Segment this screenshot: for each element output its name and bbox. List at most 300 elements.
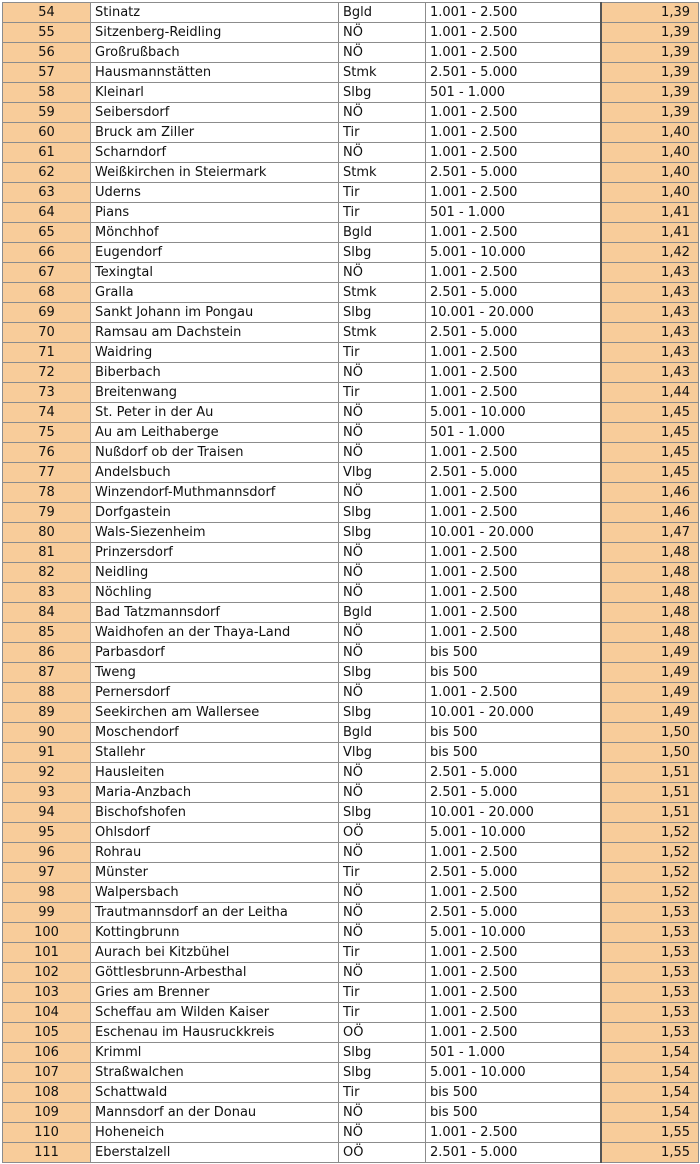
municipality-cell: Parbasdorf [91, 643, 339, 663]
population-size-cell: 5.001 - 10.000 [426, 243, 601, 263]
table-row [3, 483, 699, 503]
municipality-cell: Au am Leithaberge [91, 423, 339, 443]
value-cell: 1,55 [601, 1143, 699, 1163]
state-cell: NÖ [339, 783, 426, 803]
rank-cell: 61 [3, 143, 91, 163]
rank-cell: 54 [3, 3, 91, 23]
rank-cell: 109 [3, 1103, 91, 1123]
state-cell: Tir [339, 383, 426, 403]
population-size-cell: 1.001 - 2.500 [426, 583, 601, 603]
value-cell: 1,55 [601, 1123, 699, 1143]
value-cell: 1,41 [601, 223, 699, 243]
municipality-cell: Neidling [91, 563, 339, 583]
value-cell: 1,45 [601, 403, 699, 423]
municipality-cell: Ohlsdorf [91, 823, 339, 843]
population-size-cell: 1.001 - 2.500 [426, 263, 601, 283]
municipality-cell: Bruck am Ziller [91, 123, 339, 143]
state-cell: Slbg [339, 1063, 426, 1083]
value-cell: 1,48 [601, 563, 699, 583]
rank-cell: 86 [3, 643, 91, 663]
table-row [3, 1043, 699, 1063]
state-cell: Slbg [339, 523, 426, 543]
population-size-cell: 1.001 - 2.500 [426, 623, 601, 643]
municipality-cell: Dorfgastein [91, 503, 339, 523]
municipality-cell: Ramsau am Dachstein [91, 323, 339, 343]
municipality-cell: Münster [91, 863, 339, 883]
municipality-cell: Gries am Brenner [91, 983, 339, 1003]
rank-cell: 100 [3, 923, 91, 943]
rank-cell: 78 [3, 483, 91, 503]
state-cell: Slbg [339, 503, 426, 523]
state-cell: Bgld [339, 723, 426, 743]
rank-cell: 97 [3, 863, 91, 883]
table-row [3, 1003, 699, 1023]
value-cell: 1,40 [601, 143, 699, 163]
table-row [3, 123, 699, 143]
rank-cell: 67 [3, 263, 91, 283]
rank-cell: 94 [3, 803, 91, 823]
value-cell: 1,44 [601, 383, 699, 403]
value-cell: 1,53 [601, 943, 699, 963]
state-cell: NÖ [339, 843, 426, 863]
rank-cell: 60 [3, 123, 91, 143]
state-cell: NÖ [339, 43, 426, 63]
rank-cell: 77 [3, 463, 91, 483]
state-cell: NÖ [339, 763, 426, 783]
table-row [3, 1023, 699, 1043]
table-row [3, 203, 699, 223]
population-size-cell: 501 - 1.000 [426, 423, 601, 443]
value-cell: 1,53 [601, 983, 699, 1003]
municipality-cell: Weißkirchen in Steiermark [91, 163, 339, 183]
table-row [3, 563, 699, 583]
table-row [3, 803, 699, 823]
table-row [3, 963, 699, 983]
rank-cell: 110 [3, 1123, 91, 1143]
table-row [3, 63, 699, 83]
state-cell: Bgld [339, 223, 426, 243]
state-cell: NÖ [339, 23, 426, 43]
rank-cell: 79 [3, 503, 91, 523]
table-row [3, 863, 699, 883]
rank-cell: 111 [3, 1143, 91, 1163]
population-size-cell: 1.001 - 2.500 [426, 543, 601, 563]
population-size-cell: bis 500 [426, 643, 601, 663]
rank-cell: 93 [3, 783, 91, 803]
state-cell: OÖ [339, 1143, 426, 1163]
municipality-cell: Seekirchen am Wallersee [91, 703, 339, 723]
table-row [3, 1063, 699, 1083]
municipality-cell: Uderns [91, 183, 339, 203]
rank-cell: 76 [3, 443, 91, 463]
population-size-cell: 2.501 - 5.000 [426, 63, 601, 83]
rank-cell: 87 [3, 663, 91, 683]
value-cell: 1,40 [601, 123, 699, 143]
rank-cell: 108 [3, 1083, 91, 1103]
municipality-cell: Biberbach [91, 363, 339, 383]
population-size-cell: 1.001 - 2.500 [426, 683, 601, 703]
table-row [3, 3, 699, 23]
value-cell: 1,51 [601, 803, 699, 823]
value-cell: 1,43 [601, 283, 699, 303]
rank-cell: 55 [3, 23, 91, 43]
population-size-cell: 1.001 - 2.500 [426, 963, 601, 983]
state-cell: Slbg [339, 1043, 426, 1063]
table-row [3, 143, 699, 163]
rank-cell: 82 [3, 563, 91, 583]
table-row [3, 503, 699, 523]
table-row [3, 603, 699, 623]
value-cell: 1,53 [601, 1003, 699, 1023]
state-cell: Stmk [339, 63, 426, 83]
value-cell: 1,39 [601, 103, 699, 123]
municipality-cell: Tweng [91, 663, 339, 683]
value-cell: 1,39 [601, 23, 699, 43]
table-row [3, 163, 699, 183]
value-cell: 1,48 [601, 623, 699, 643]
table-row [3, 943, 699, 963]
table-row [3, 403, 699, 423]
state-cell: NÖ [339, 543, 426, 563]
table-row [3, 183, 699, 203]
state-cell: Tir [339, 1003, 426, 1023]
population-size-cell: 2.501 - 5.000 [426, 863, 601, 883]
state-cell: NÖ [339, 143, 426, 163]
rank-cell: 74 [3, 403, 91, 423]
table-row [3, 323, 699, 343]
municipality-cell: Hoheneich [91, 1123, 339, 1143]
table-row [3, 1083, 699, 1103]
state-cell: Vlbg [339, 743, 426, 763]
rank-cell: 68 [3, 283, 91, 303]
state-cell: NÖ [339, 103, 426, 123]
population-size-cell: 1.001 - 2.500 [426, 503, 601, 523]
table-row [3, 23, 699, 43]
population-size-cell: 1.001 - 2.500 [426, 983, 601, 1003]
value-cell: 1,54 [601, 1043, 699, 1063]
state-cell: Bgld [339, 3, 426, 23]
state-cell: Stmk [339, 323, 426, 343]
municipality-cell: Wals-Siezenheim [91, 523, 339, 543]
state-cell: Slbg [339, 663, 426, 683]
table-row [3, 903, 699, 923]
rank-cell: 98 [3, 883, 91, 903]
value-cell: 1,48 [601, 543, 699, 563]
table-row [3, 303, 699, 323]
state-cell: Tir [339, 123, 426, 143]
table-row [3, 43, 699, 63]
rank-cell: 91 [3, 743, 91, 763]
state-cell: Tir [339, 983, 426, 1003]
rank-cell: 75 [3, 423, 91, 443]
table-row [3, 1103, 699, 1123]
municipality-cell: Texingtal [91, 263, 339, 283]
rank-cell: 80 [3, 523, 91, 543]
municipality-cell: Stallehr [91, 743, 339, 763]
municipality-cell: Stinatz [91, 3, 339, 23]
rank-cell: 72 [3, 363, 91, 383]
value-cell: 1,43 [601, 323, 699, 343]
table-row [3, 703, 699, 723]
municipality-cell: Gralla [91, 283, 339, 303]
municipality-cell: Straßwalchen [91, 1063, 339, 1083]
table-row [3, 283, 699, 303]
table-row [3, 363, 699, 383]
state-cell: Tir [339, 1083, 426, 1103]
state-cell: NÖ [339, 563, 426, 583]
state-cell: NÖ [339, 1103, 426, 1123]
value-cell: 1,53 [601, 903, 699, 923]
rank-cell: 65 [3, 223, 91, 243]
municipality-cell: Breitenwang [91, 383, 339, 403]
value-cell: 1,39 [601, 63, 699, 83]
municipality-cell: Bad Tatzmannsdorf [91, 603, 339, 623]
value-cell: 1,40 [601, 183, 699, 203]
population-size-cell: 2.501 - 5.000 [426, 463, 601, 483]
state-cell: NÖ [339, 883, 426, 903]
value-cell: 1,41 [601, 203, 699, 223]
population-size-cell: 10.001 - 20.000 [426, 703, 601, 723]
population-size-cell: 1.001 - 2.500 [426, 223, 601, 243]
value-cell: 1,50 [601, 743, 699, 763]
population-size-cell: 2.501 - 5.000 [426, 1143, 601, 1163]
population-size-cell: 1.001 - 2.500 [426, 43, 601, 63]
state-cell: NÖ [339, 623, 426, 643]
value-cell: 1,46 [601, 503, 699, 523]
municipality-cell: Moschendorf [91, 723, 339, 743]
population-size-cell: 2.501 - 5.000 [426, 283, 601, 303]
state-cell: Slbg [339, 303, 426, 323]
rank-cell: 85 [3, 623, 91, 643]
state-cell: NÖ [339, 643, 426, 663]
state-cell: Vlbg [339, 463, 426, 483]
population-size-cell: 1.001 - 2.500 [426, 23, 601, 43]
state-cell: Stmk [339, 283, 426, 303]
state-cell: NÖ [339, 1123, 426, 1143]
state-cell: NÖ [339, 683, 426, 703]
municipality-cell: Seibersdorf [91, 103, 339, 123]
population-size-cell: 10.001 - 20.000 [426, 303, 601, 323]
rank-cell: 90 [3, 723, 91, 743]
municipality-cell: Scharndorf [91, 143, 339, 163]
state-cell: NÖ [339, 483, 426, 503]
table-row [3, 683, 699, 703]
rank-cell: 102 [3, 963, 91, 983]
municipality-cell: Sitzenberg-Reidling [91, 23, 339, 43]
value-cell: 1,49 [601, 703, 699, 723]
municipality-cell: Kottingbrunn [91, 923, 339, 943]
value-cell: 1,51 [601, 763, 699, 783]
municipality-cell: Sankt Johann im Pongau [91, 303, 339, 323]
rank-cell: 70 [3, 323, 91, 343]
municipality-cell: Andelsbuch [91, 463, 339, 483]
population-size-cell: bis 500 [426, 723, 601, 743]
table-row [3, 423, 699, 443]
table-row [3, 663, 699, 683]
population-size-cell: 5.001 - 10.000 [426, 823, 601, 843]
municipality-cell: Rohrau [91, 843, 339, 863]
state-cell: Bgld [339, 603, 426, 623]
rank-cell: 84 [3, 603, 91, 623]
table-row [3, 743, 699, 763]
municipality-cell: St. Peter in der Au [91, 403, 339, 423]
rank-cell: 66 [3, 243, 91, 263]
population-size-cell: 1.001 - 2.500 [426, 943, 601, 963]
population-size-cell: bis 500 [426, 663, 601, 683]
state-cell: OÖ [339, 1023, 426, 1043]
rank-cell: 92 [3, 763, 91, 783]
municipality-cell: Pians [91, 203, 339, 223]
population-size-cell: 1.001 - 2.500 [426, 183, 601, 203]
value-cell: 1,45 [601, 443, 699, 463]
municipality-cell: Eberstalzell [91, 1143, 339, 1163]
population-size-cell: 5.001 - 10.000 [426, 923, 601, 943]
municipality-cell: Kleinarl [91, 83, 339, 103]
state-cell: Tir [339, 863, 426, 883]
value-cell: 1,52 [601, 823, 699, 843]
value-cell: 1,48 [601, 603, 699, 623]
state-cell: Tir [339, 183, 426, 203]
municipality-cell: Trautmannsdorf an der Leitha [91, 903, 339, 923]
value-cell: 1,45 [601, 423, 699, 443]
rank-cell: 59 [3, 103, 91, 123]
population-size-cell: 501 - 1.000 [426, 83, 601, 103]
population-size-cell: 2.501 - 5.000 [426, 903, 601, 923]
rank-cell: 99 [3, 903, 91, 923]
municipality-cell: Pernersdorf [91, 683, 339, 703]
table-row [3, 763, 699, 783]
rank-cell: 64 [3, 203, 91, 223]
value-cell: 1,53 [601, 923, 699, 943]
rank-cell: 96 [3, 843, 91, 863]
municipality-cell: Prinzersdorf [91, 543, 339, 563]
rank-cell: 95 [3, 823, 91, 843]
population-size-cell: 5.001 - 10.000 [426, 1063, 601, 1083]
population-size-cell: 1.001 - 2.500 [426, 3, 601, 23]
value-cell: 1,52 [601, 843, 699, 863]
value-cell: 1,53 [601, 963, 699, 983]
rank-cell: 88 [3, 683, 91, 703]
population-size-cell: 1.001 - 2.500 [426, 1003, 601, 1023]
table-row [3, 983, 699, 1003]
table-row [3, 883, 699, 903]
population-size-cell: 1.001 - 2.500 [426, 343, 601, 363]
population-size-cell: 1.001 - 2.500 [426, 1023, 601, 1043]
rank-cell: 107 [3, 1063, 91, 1083]
municipality-cell: Eschenau im Hausruckkreis [91, 1023, 339, 1043]
table-row [3, 783, 699, 803]
value-cell: 1,49 [601, 663, 699, 683]
state-cell: NÖ [339, 583, 426, 603]
value-cell: 1,54 [601, 1083, 699, 1103]
rank-cell: 69 [3, 303, 91, 323]
municipality-cell: Waidring [91, 343, 339, 363]
value-cell: 1,52 [601, 883, 699, 903]
state-cell: NÖ [339, 903, 426, 923]
ranking-table [2, 2, 699, 1163]
state-cell: NÖ [339, 363, 426, 383]
value-cell: 1,48 [601, 583, 699, 603]
population-size-cell: 5.001 - 10.000 [426, 403, 601, 423]
table-row [3, 83, 699, 103]
table-row [3, 103, 699, 123]
state-cell: Tir [339, 343, 426, 363]
table-row [3, 923, 699, 943]
population-size-cell: 1.001 - 2.500 [426, 103, 601, 123]
municipality-cell: Bischofshofen [91, 803, 339, 823]
municipality-cell: Scheffau am Wilden Kaiser [91, 1003, 339, 1023]
state-cell: NÖ [339, 263, 426, 283]
municipality-cell: Hausmannstätten [91, 63, 339, 83]
population-size-cell: 1.001 - 2.500 [426, 363, 601, 383]
population-size-cell: 1.001 - 2.500 [426, 143, 601, 163]
value-cell: 1,45 [601, 463, 699, 483]
municipality-cell: Winzendorf-Muthmannsdorf [91, 483, 339, 503]
municipality-cell: Schattwald [91, 1083, 339, 1103]
state-cell: Slbg [339, 83, 426, 103]
rank-cell: 71 [3, 343, 91, 363]
value-cell: 1,49 [601, 683, 699, 703]
population-size-cell: 2.501 - 5.000 [426, 323, 601, 343]
population-size-cell: 2.501 - 5.000 [426, 763, 601, 783]
population-size-cell: 2.501 - 5.000 [426, 783, 601, 803]
population-size-cell: 501 - 1.000 [426, 203, 601, 223]
rank-cell: 106 [3, 1043, 91, 1063]
population-size-cell: 2.501 - 5.000 [426, 163, 601, 183]
rank-cell: 62 [3, 163, 91, 183]
population-size-cell: bis 500 [426, 1103, 601, 1123]
value-cell: 1,52 [601, 863, 699, 883]
state-cell: NÖ [339, 443, 426, 463]
municipality-cell: Nußdorf ob der Traisen [91, 443, 339, 463]
rank-cell: 101 [3, 943, 91, 963]
municipality-cell: Hausleiten [91, 763, 339, 783]
value-cell: 1,43 [601, 263, 699, 283]
state-cell: NÖ [339, 423, 426, 443]
rank-cell: 103 [3, 983, 91, 1003]
table-row [3, 583, 699, 603]
municipality-cell: Göttlesbrunn-Arbesthal [91, 963, 339, 983]
population-size-cell: 1.001 - 2.500 [426, 843, 601, 863]
population-size-cell: 1.001 - 2.500 [426, 563, 601, 583]
population-size-cell: 1.001 - 2.500 [426, 1123, 601, 1143]
table-row [3, 1143, 699, 1163]
value-cell: 1,42 [601, 243, 699, 263]
population-size-cell: 10.001 - 20.000 [426, 803, 601, 823]
table-row [3, 343, 699, 363]
municipality-cell: Aurach bei Kitzbühel [91, 943, 339, 963]
population-size-cell: 1.001 - 2.500 [426, 483, 601, 503]
rank-cell: 57 [3, 63, 91, 83]
state-cell: NÖ [339, 923, 426, 943]
population-size-cell: 10.001 - 20.000 [426, 523, 601, 543]
municipality-cell: Nöchling [91, 583, 339, 603]
table-row [3, 243, 699, 263]
rank-cell: 56 [3, 43, 91, 63]
municipality-cell: Großrußbach [91, 43, 339, 63]
value-cell: 1,47 [601, 523, 699, 543]
value-cell: 1,49 [601, 643, 699, 663]
table-row [3, 263, 699, 283]
municipality-cell: Krimml [91, 1043, 339, 1063]
table-row [3, 543, 699, 563]
rank-cell: 105 [3, 1023, 91, 1043]
rank-cell: 81 [3, 543, 91, 563]
state-cell: Slbg [339, 703, 426, 723]
value-cell: 1,43 [601, 343, 699, 363]
value-cell: 1,51 [601, 783, 699, 803]
state-cell: Tir [339, 203, 426, 223]
